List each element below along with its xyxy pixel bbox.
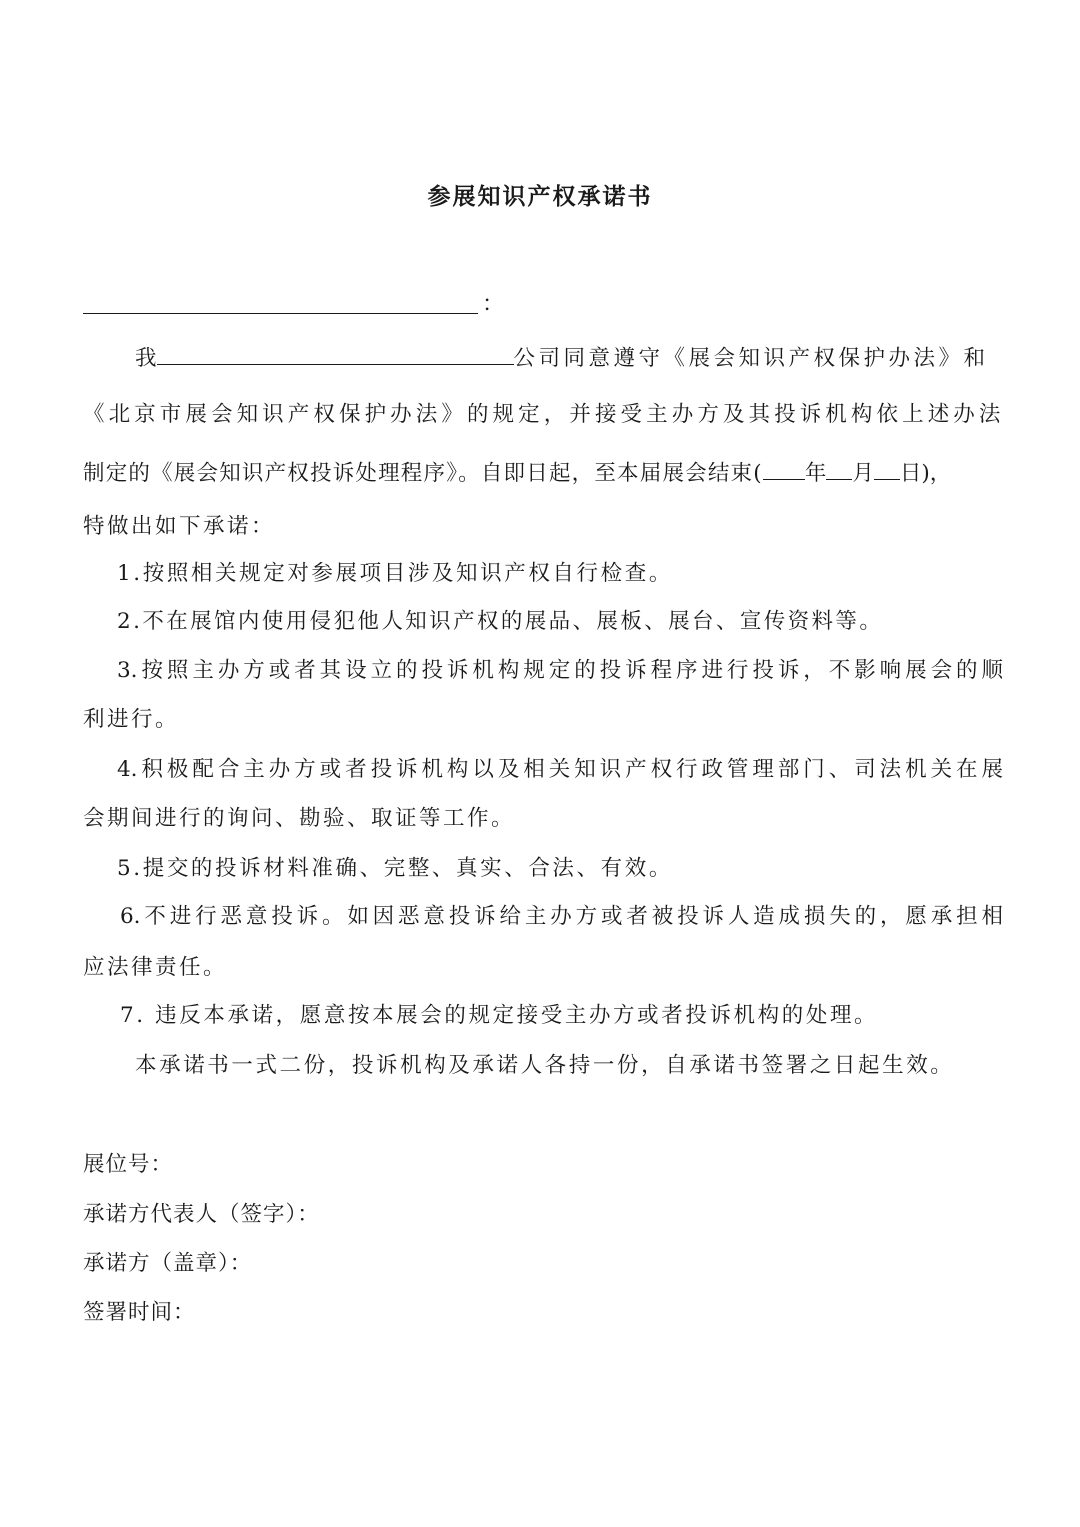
year-label: 年	[804, 461, 827, 486]
seal-label: 承诺方（盖章）：	[83, 1251, 253, 1276]
closing-statement: 本承诺书一式二份，投诉机构及承诺人各持一份，自承诺书签署之日起生效。	[135, 1053, 955, 1078]
intro-line-1	[135, 342, 1003, 374]
item-1: 1.按照相关规定对参展项目涉及知识产权自行检查。	[117, 561, 673, 586]
item-6: 6.不进行恶意投诉。如因恶意投诉给主办方或者被投诉人造成损失的，愿承担相	[120, 904, 1003, 929]
addressee-blank	[83, 289, 478, 314]
intro-suffix: 公司同意遵守《展会知识产权保护办法》和	[513, 346, 989, 371]
document-title: 参展知识产权承诺书	[427, 183, 653, 210]
item-2: 2.不在展馆内使用侵犯他人知识产权的展品、展板、展台、宣传资料等。	[117, 609, 884, 634]
item-5: 5.提交的投诉材料准确、完整、真实、合法、有效。	[117, 856, 673, 881]
intro-line-4: 特做出如下承诺：	[83, 514, 276, 539]
addressee-colon: ：	[482, 292, 505, 317]
intro-prefix: 我	[135, 346, 157, 371]
intro-line-2: 《北京市展会知识产权保护办法》的规定，并接受主办方及其投诉机构依上述办法	[83, 402, 1003, 427]
item-3-cont: 利进行。	[83, 707, 180, 732]
intro-line-3	[83, 457, 1003, 489]
item-7: 7. 违反本承诺，愿意按本展会的规定接受主办方或者投诉机构的处理。	[120, 1003, 879, 1028]
day-blank	[874, 457, 900, 480]
addressee-line	[83, 283, 505, 317]
item-3: 3.按照主办方或者其设立的投诉机构规定的投诉程序进行投诉，不影响展会的顺	[117, 658, 1003, 683]
item-4-cont: 会期间进行的询问、勘验、取证等工作。	[83, 806, 516, 831]
representative-signature-label: 承诺方代表人（签字）：	[83, 1202, 320, 1227]
month-label: 月	[852, 461, 874, 486]
month-blank	[826, 457, 852, 480]
intro-date-prefix: 制定的《展会知识产权投诉处理程序》。自即日起，至本届展会结束(	[83, 461, 763, 486]
item-4: 4.积极配合主办方或者投诉机构以及相关知识产权行政管理部门、司法机关在展	[117, 757, 1003, 782]
signing-date-label: 签署时间：	[83, 1300, 196, 1325]
booth-number-label: 展位号：	[83, 1152, 174, 1177]
item-6-cont: 应法律责任。	[83, 955, 228, 980]
year-blank	[763, 457, 805, 480]
day-label: 日)，	[899, 461, 952, 486]
company-name-blank	[157, 342, 514, 365]
